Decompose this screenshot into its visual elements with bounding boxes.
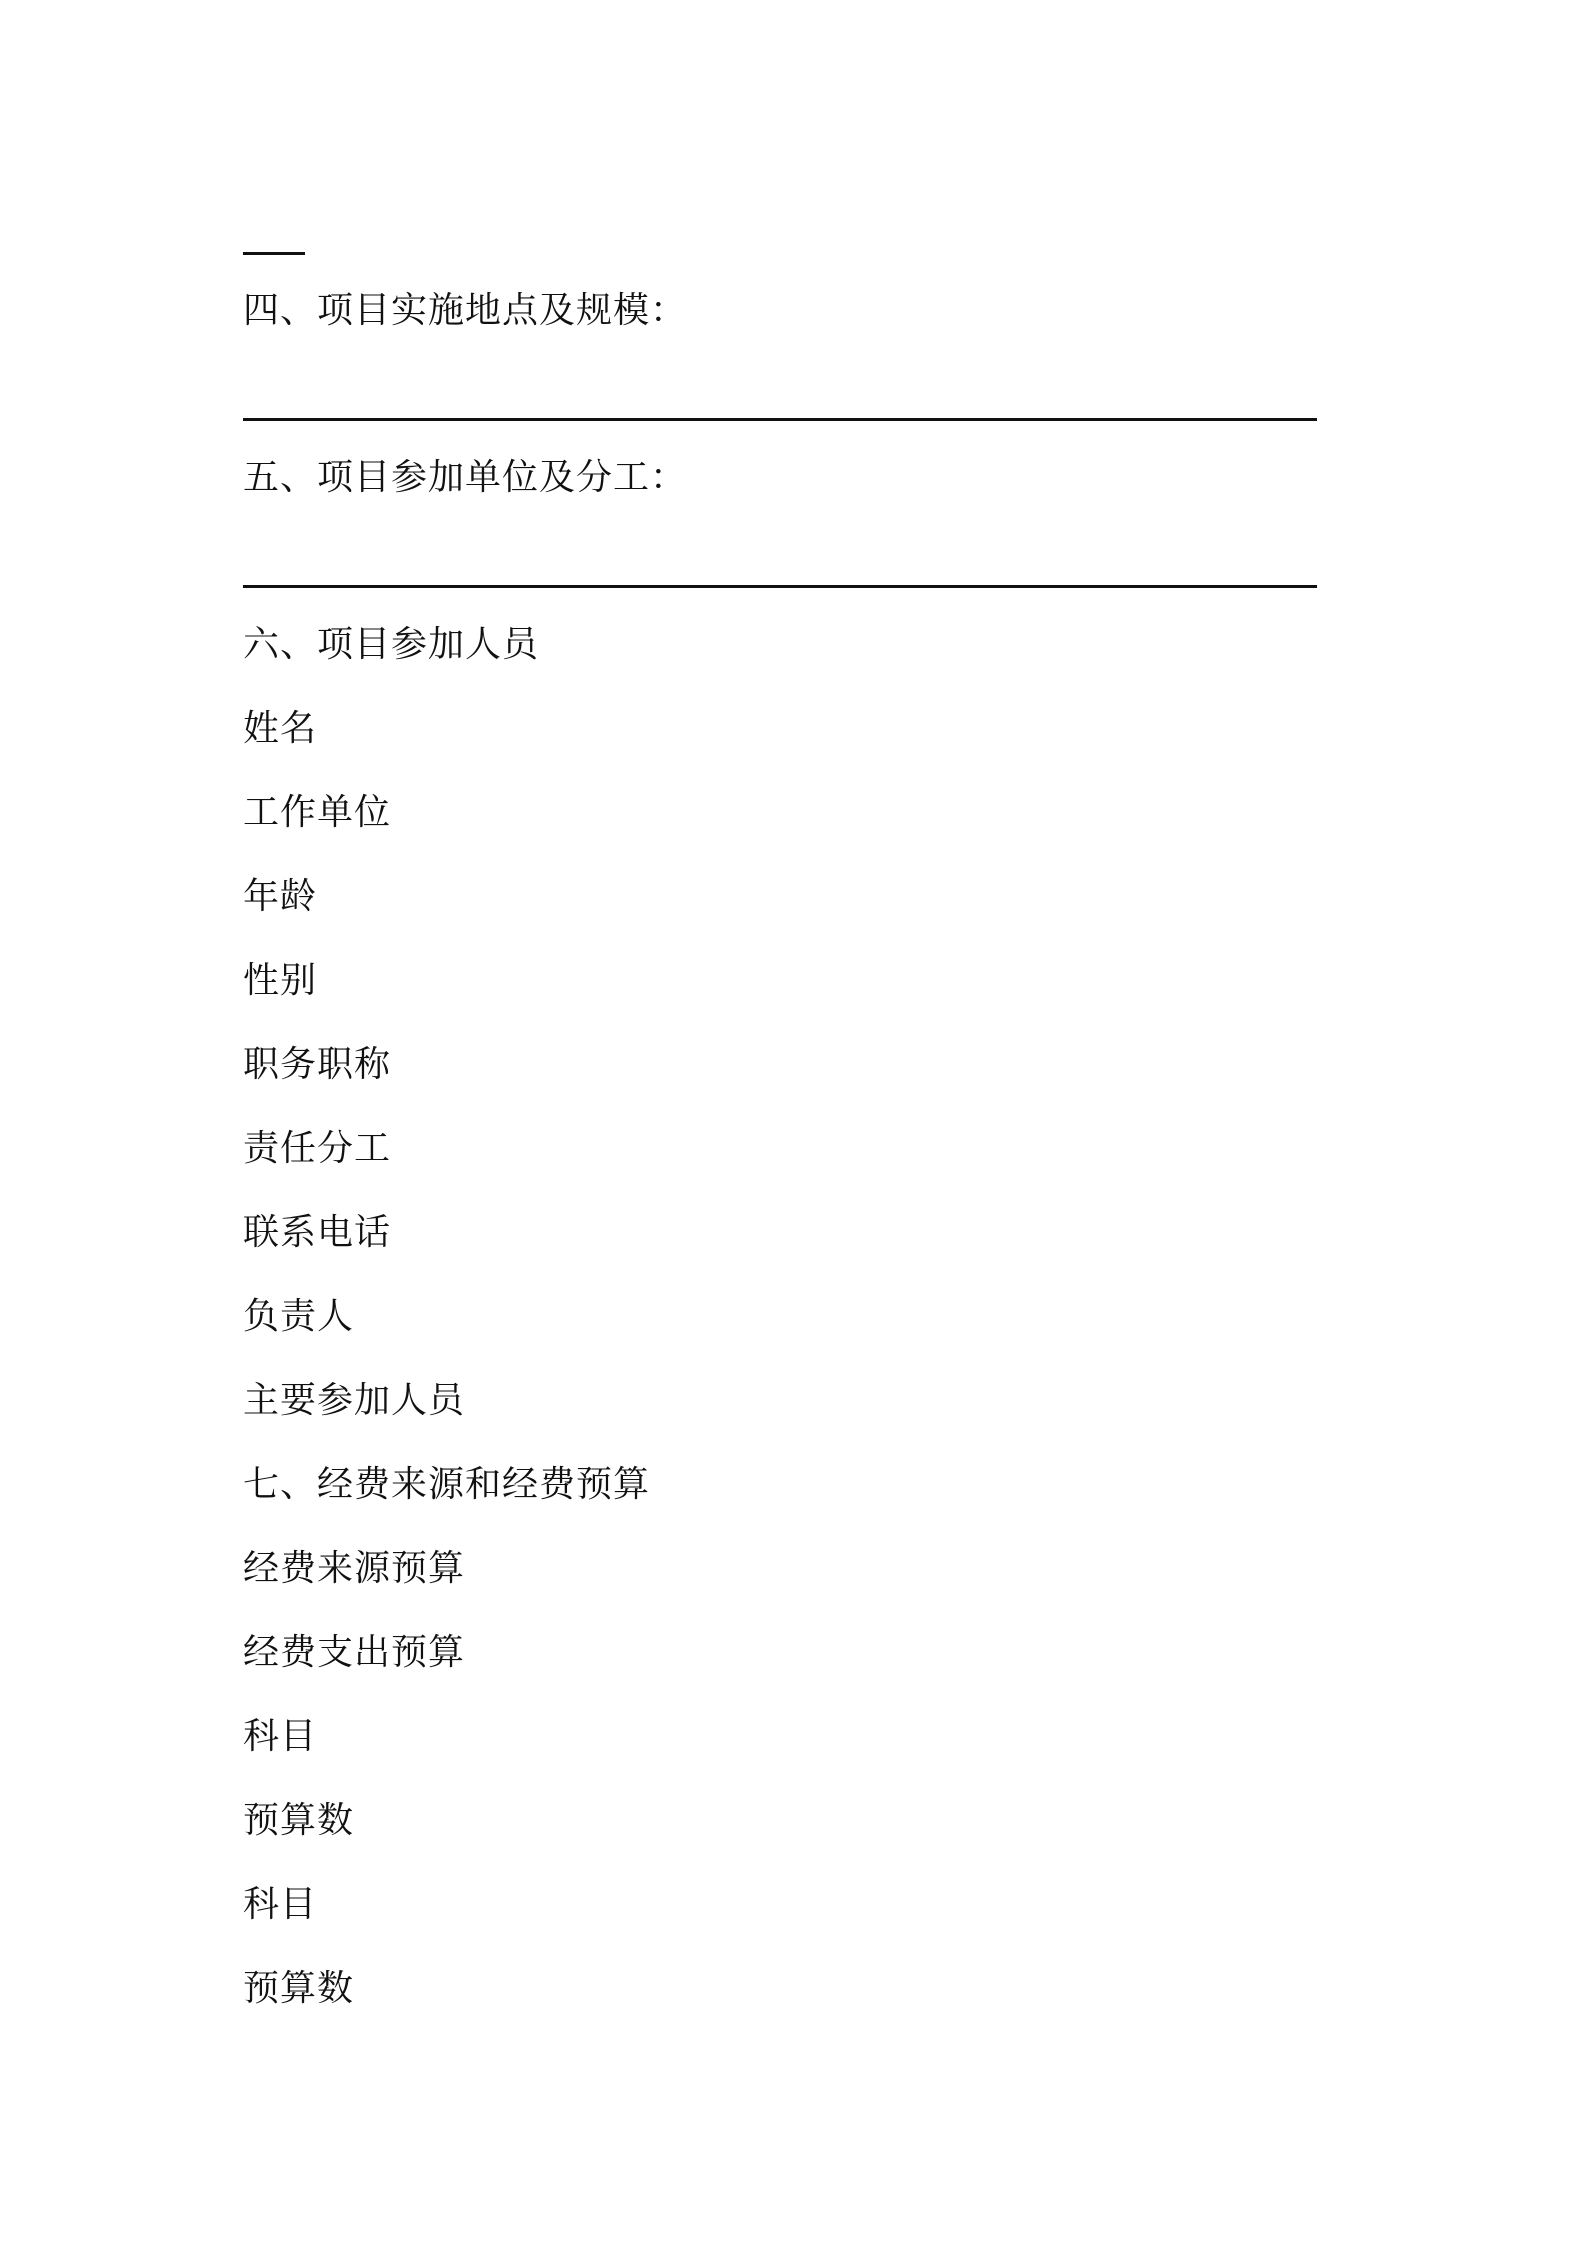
section-5-heading: 五、项目参加单位及分工：: [243, 457, 688, 498]
field-position-title: 职务职称: [243, 1044, 392, 1085]
section-4-heading: 四、项目实施地点及规模：: [243, 290, 688, 331]
field-age: 年龄: [243, 876, 318, 917]
fill-in-line-short: [243, 252, 305, 255]
fill-in-line-section-4: [243, 418, 1317, 421]
field-work-unit: 工作单位: [243, 792, 392, 833]
field-subject-2: 科目: [243, 1884, 318, 1925]
section-6-heading: 六、项目参加人员: [243, 624, 540, 665]
field-expenditure-budget: 经费支出预算: [243, 1632, 466, 1673]
field-funding-source-budget: 经费来源预算: [243, 1548, 466, 1589]
field-gender: 性别: [243, 960, 318, 1001]
field-name: 姓名: [243, 708, 318, 749]
fill-in-line-section-5: [243, 585, 1317, 588]
section-7-heading: 七、经费来源和经费预算: [243, 1464, 651, 1505]
field-responsibility: 责任分工: [243, 1128, 392, 1169]
field-subject-1: 科目: [243, 1716, 318, 1757]
field-phone: 联系电话: [243, 1212, 392, 1253]
field-leader: 负责人: [243, 1296, 355, 1337]
field-budget-amount-1: 预算数: [243, 1800, 355, 1841]
field-budget-amount-2: 预算数: [243, 1968, 355, 2009]
field-main-participants: 主要参加人员: [243, 1380, 466, 1421]
